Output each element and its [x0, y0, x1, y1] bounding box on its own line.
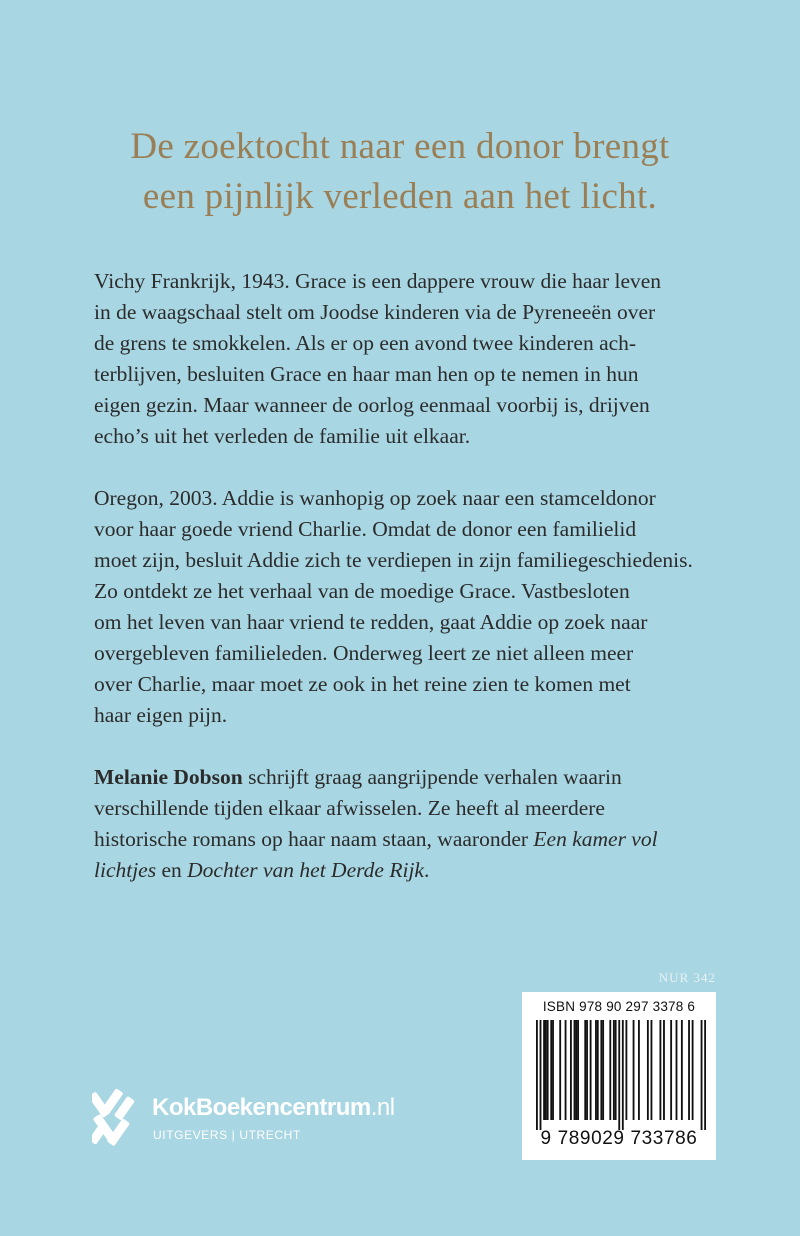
barcode-bar	[651, 1020, 653, 1120]
paragraph-1	[94, 266, 734, 452]
author-name: Melanie Dobson	[94, 765, 243, 789]
book-title-1: Een kamer vol	[533, 827, 658, 851]
barcode-bar	[676, 1020, 678, 1120]
text-line: Zo ontdekt ze het verhaal van de moedige Grace. Vastbesloten	[94, 579, 630, 603]
barcode-bar	[540, 1020, 542, 1130]
barcode-bar	[704, 1020, 706, 1130]
barcode-bar	[570, 1020, 572, 1120]
publisher-name-main: KokBoekencentrum	[152, 1094, 371, 1121]
text-line: om het leven van haar vriend te redden, gaat Addie op zoek naar	[94, 610, 648, 634]
text-line	[94, 824, 734, 855]
barcode-bar	[547, 1020, 549, 1120]
text-line: moet zijn, besluit Addie zich te verdiepen in zijn familiegeschiedenis.	[94, 548, 693, 572]
text-line: Vichy Frankrijk, 1943. Grace is een dappere vrouw die haar leven	[94, 269, 662, 293]
barcode-bar	[559, 1020, 561, 1120]
tagline	[0, 122, 800, 222]
text-line: in de waagschaal stelt om Joodse kinderen via de Pyreneeën over	[94, 300, 656, 324]
barcode-bar	[670, 1020, 672, 1120]
barcode-bar	[659, 1020, 661, 1120]
text-line: haar eigen pijn.	[94, 703, 228, 727]
barcode-bar	[584, 1020, 586, 1120]
publisher-logo	[92, 1088, 432, 1160]
barcode-bar	[615, 1020, 617, 1120]
barcode-bar	[609, 1020, 611, 1120]
nur-code: NUR 342	[658, 970, 716, 985]
barcode-bar	[602, 1020, 604, 1120]
text-line: terblijven, besluiten Grace en haar man hen op te nemen in hun	[94, 362, 639, 386]
book-title-1-cont: lichtjes	[94, 858, 157, 882]
ean-digits: 9 789029 733786	[540, 1128, 698, 1149]
barcode-bar	[692, 1020, 694, 1120]
text-span: schrijft graag aangrijpende verhalen waarin	[242, 765, 622, 789]
text-line	[94, 762, 734, 793]
tagline-line-1: De zoektocht naar een donor brengt	[130, 126, 670, 167]
barcode-bar	[595, 1020, 597, 1120]
book-title-2: Dochter van het Derde Rijk	[187, 858, 424, 882]
author-paragraph	[94, 762, 734, 886]
publisher-mark-icon	[92, 1088, 136, 1150]
barcode-bar	[550, 1020, 552, 1120]
text-span: en	[156, 858, 188, 882]
publisher-name	[152, 1094, 395, 1122]
text-line: Oregon, 2003. Addie is wanhopig op zoek naar een stamceldonor	[94, 486, 656, 510]
barcode-bar	[575, 1020, 577, 1120]
text-line: over Charlie, maar moet ze ook in het reine zien te komen met	[94, 672, 631, 696]
tagline-line-2: een pijnlijk verleden aan het licht.	[142, 176, 658, 217]
barcode-bar	[647, 1020, 649, 1120]
barcode-bar	[622, 1020, 624, 1130]
barcode-bar	[545, 1020, 547, 1120]
text-line: de grens te smokkelen. Als er op een avond twee kinderen ach-	[94, 331, 637, 355]
text-line: verschillende tijden elkaar afwisselen. Ze heeft al meerdere	[94, 796, 605, 820]
barcode-bar	[600, 1020, 602, 1120]
text-span: historische romans op haar naam staan, waaronder	[94, 827, 534, 851]
barcode-label	[522, 992, 716, 1160]
publisher-subtitle: UITGEVERS | UTRECHT	[153, 1128, 301, 1142]
text-line: overgebleven familieleden. Onderweg leert ze niet alleen meer	[94, 641, 634, 665]
barcode-bar	[565, 1020, 567, 1120]
barcode-bar	[536, 1020, 538, 1130]
barcode-bar	[701, 1020, 703, 1130]
barcode-bar	[638, 1020, 640, 1120]
isbn-text: ISBN 978 90 297 3378 6	[542, 999, 696, 1014]
barcode-bar	[625, 1020, 627, 1120]
barcode-bar	[613, 1020, 615, 1120]
barcode-bar	[633, 1020, 635, 1120]
barcode-bar	[577, 1020, 579, 1120]
barcode-bar	[618, 1020, 620, 1130]
barcode-bar	[552, 1020, 554, 1120]
barcode-bar	[543, 1020, 545, 1120]
text-line: voor haar goede vriend Charlie. Omdat de donor een familielid	[94, 517, 637, 541]
barcode-bar	[574, 1020, 576, 1120]
barcode-icon	[536, 1020, 706, 1130]
text-line: eigen gezin. Maar wanneer de oorlog eenmaal voorbij is, drijven	[94, 393, 650, 417]
barcode-bar	[663, 1020, 665, 1120]
text-line	[94, 855, 734, 886]
barcode-bar	[590, 1020, 592, 1120]
text-span: .	[423, 858, 430, 882]
barcode-bar	[688, 1020, 690, 1120]
text-line: echo’s uit het verleden de familie uit elkaar.	[94, 424, 471, 448]
barcode-bar	[586, 1020, 588, 1120]
blurb	[94, 266, 734, 917]
barcode-bar	[597, 1020, 599, 1120]
publisher-name-tld: .nl	[370, 1094, 395, 1121]
barcode-bar	[681, 1020, 683, 1120]
paragraph-2	[94, 483, 734, 731]
